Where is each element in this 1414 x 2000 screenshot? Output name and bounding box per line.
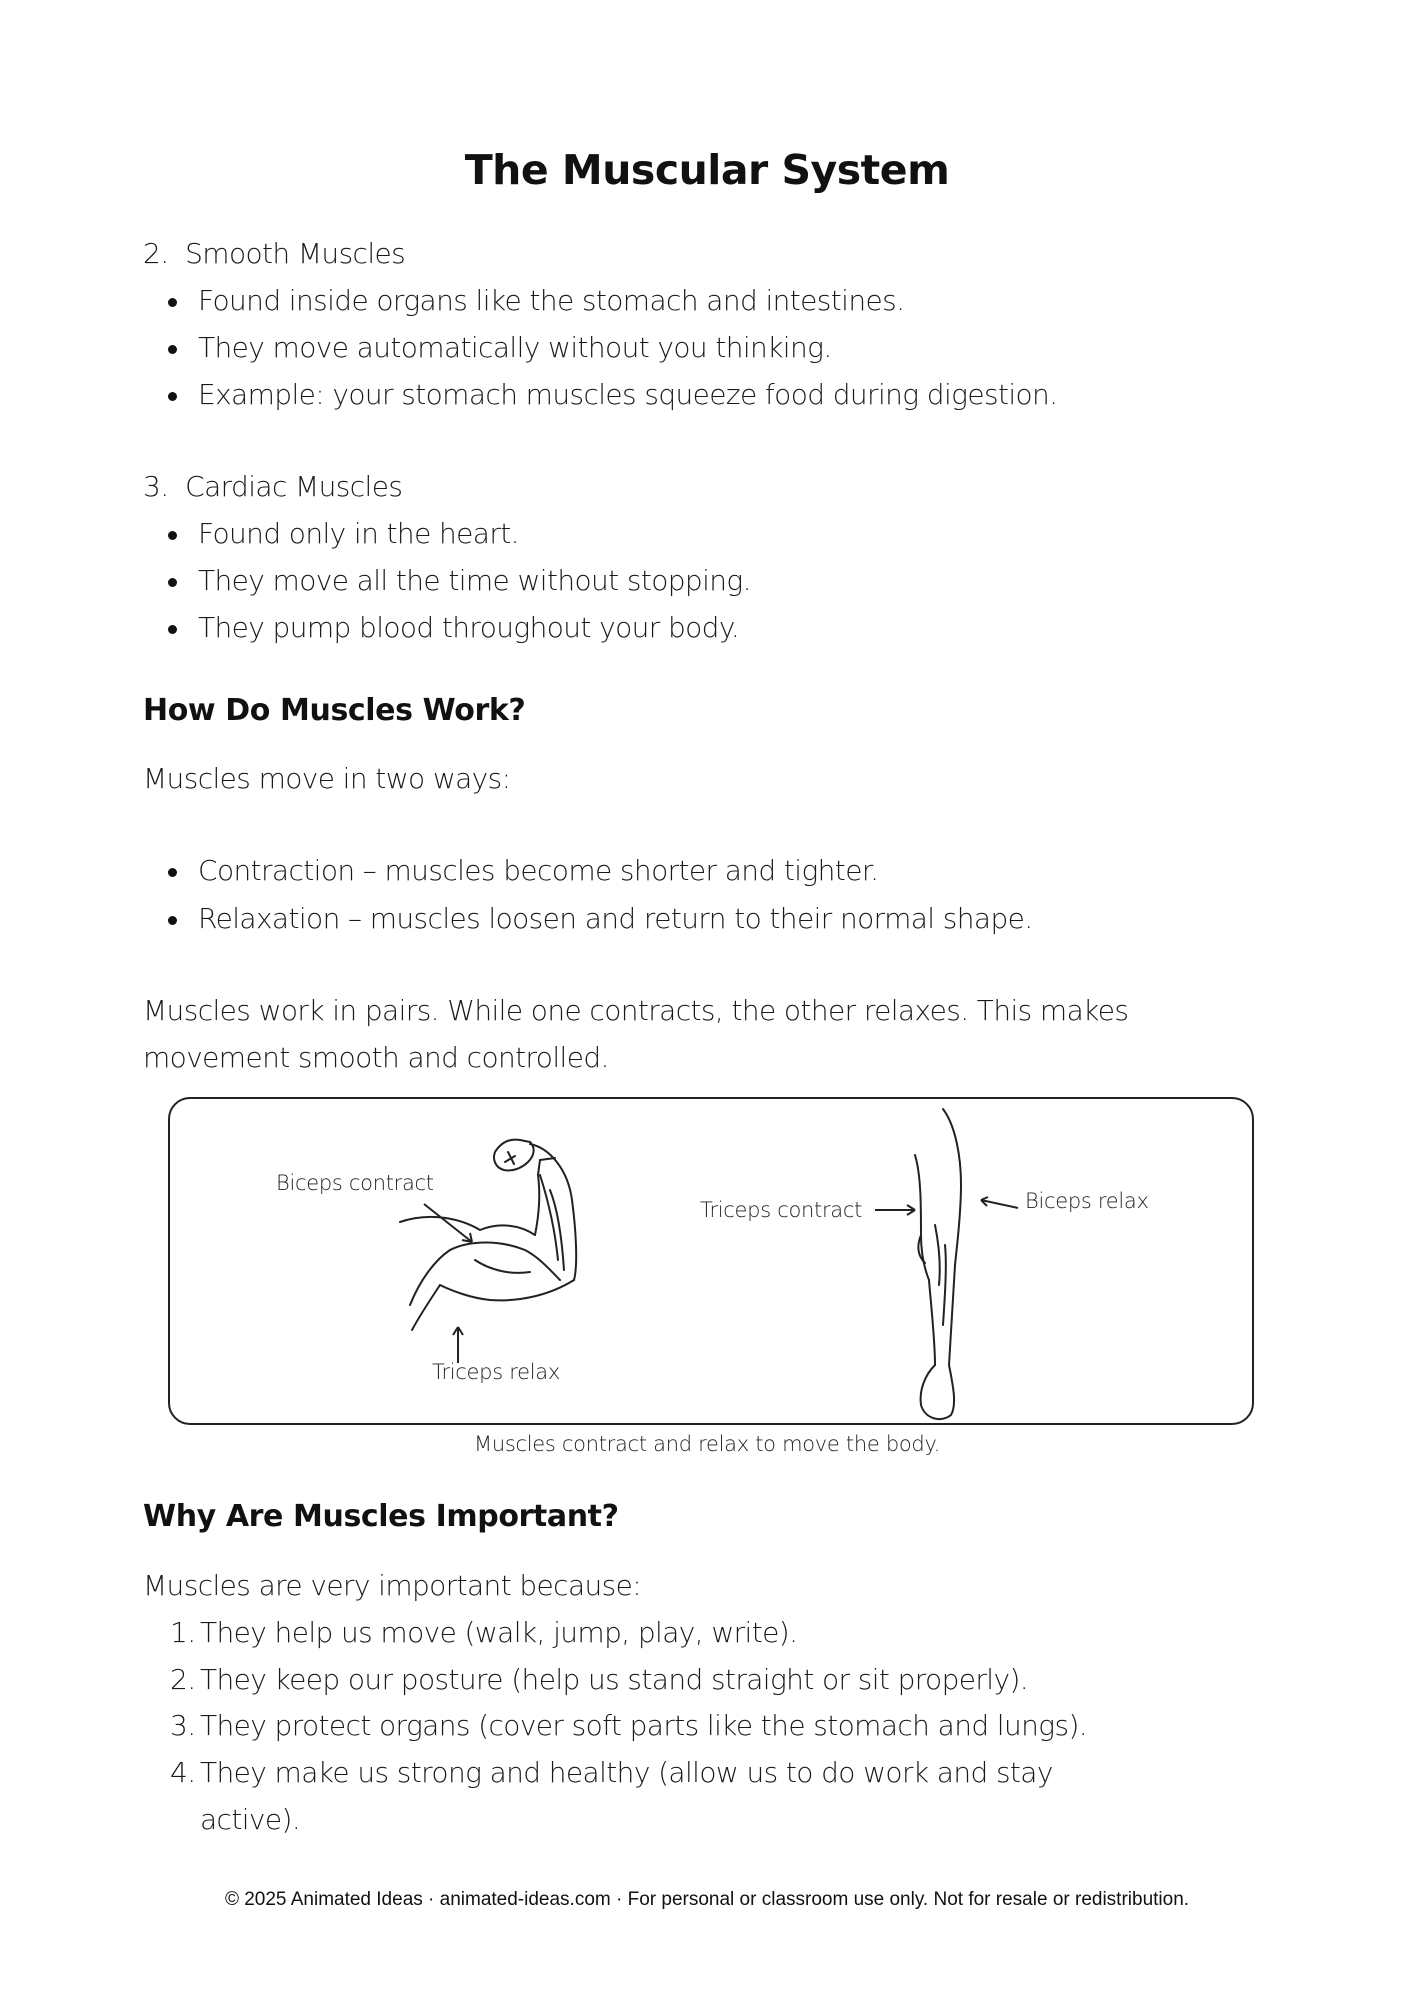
ordered-list-item xyxy=(170,1656,1029,1703)
list-item-text: They make us strong and healthy (allow us to do work and stay xyxy=(200,1756,1053,1789)
list-item-text: They keep our posture (help us stand straight or sit properly). xyxy=(200,1663,1029,1696)
bullet-item: Found only in the heart. xyxy=(198,510,519,557)
bullet-item: Relaxation – muscles loosen and return to their normal shape. xyxy=(198,895,1033,942)
bullet-item: Found inside organs like the stomach and intestines. xyxy=(198,277,904,324)
figure-caption: Muscles contract and relax to move the body. xyxy=(474,1432,940,1456)
list-number: 2. xyxy=(143,237,169,270)
section-cardiac-muscles-heading xyxy=(143,463,402,510)
list-number: 2. xyxy=(170,1663,196,1696)
straight-arm-illustration xyxy=(895,1105,995,1425)
flexed-arm-illustration xyxy=(390,1130,610,1370)
bullet-item: They pump blood throughout your body. xyxy=(198,604,739,651)
section-smooth-muscles-heading xyxy=(143,230,405,277)
heading-how-muscles-work: How Do Muscles Work? xyxy=(143,693,526,728)
paragraph-line: movement smooth and controlled. xyxy=(143,1041,609,1074)
list-item-text: They protect organs (cover soft parts like the stomach and lungs). xyxy=(200,1709,1088,1742)
list-number: 1. xyxy=(170,1616,196,1649)
intro-text: Muscles move in two ways: xyxy=(143,762,511,795)
list-item-continuation: active). xyxy=(200,1803,301,1836)
bullet-item: Example: your stomach muscles squeeze food during digestion. xyxy=(198,371,1057,418)
arrow-icon xyxy=(978,1196,1020,1212)
paragraph-line: Muscles work in pairs. While one contracts, the other relaxes. This makes xyxy=(143,994,1129,1027)
heading-why-muscles-important: Why Are Muscles Important? xyxy=(143,1499,619,1534)
section-title: Smooth Muscles xyxy=(185,237,406,270)
ordered-list-item xyxy=(170,1702,1088,1749)
ordered-list-item xyxy=(170,1749,1053,1796)
ordered-list-item xyxy=(170,1609,798,1656)
list-number: 3. xyxy=(170,1709,196,1742)
bullet-item: They move all the time without stopping. xyxy=(198,557,751,604)
label-biceps-relax: Biceps relax xyxy=(1025,1189,1149,1213)
list-number: 4. xyxy=(170,1756,196,1789)
bullet-item: Contraction – muscles become shorter and tighter. xyxy=(198,847,878,894)
page-title: The Muscular System xyxy=(464,146,950,194)
arrow-icon xyxy=(452,1325,464,1365)
label-triceps-relax: Triceps relax xyxy=(432,1360,560,1384)
label-triceps-contract: Triceps contract xyxy=(700,1198,863,1222)
copyright-footer: © 2025 Animated Ideas · animated-ideas.com · For personal or classroom use only. Not for resale or redistribution. xyxy=(224,1889,1190,1910)
intro-text: Muscles are very important because: xyxy=(143,1569,642,1602)
section-title: Cardiac Muscles xyxy=(185,470,403,503)
list-number: 3. xyxy=(143,470,169,503)
label-biceps-contract: Biceps contract xyxy=(276,1171,434,1195)
list-item-text: They help us move (walk, jump, play, write). xyxy=(200,1616,798,1649)
arrow-icon xyxy=(420,1200,480,1250)
arrow-icon xyxy=(873,1203,917,1217)
bullet-item: They move automatically without you thinking. xyxy=(198,324,832,371)
muscle-pair-figure xyxy=(168,1097,1254,1425)
